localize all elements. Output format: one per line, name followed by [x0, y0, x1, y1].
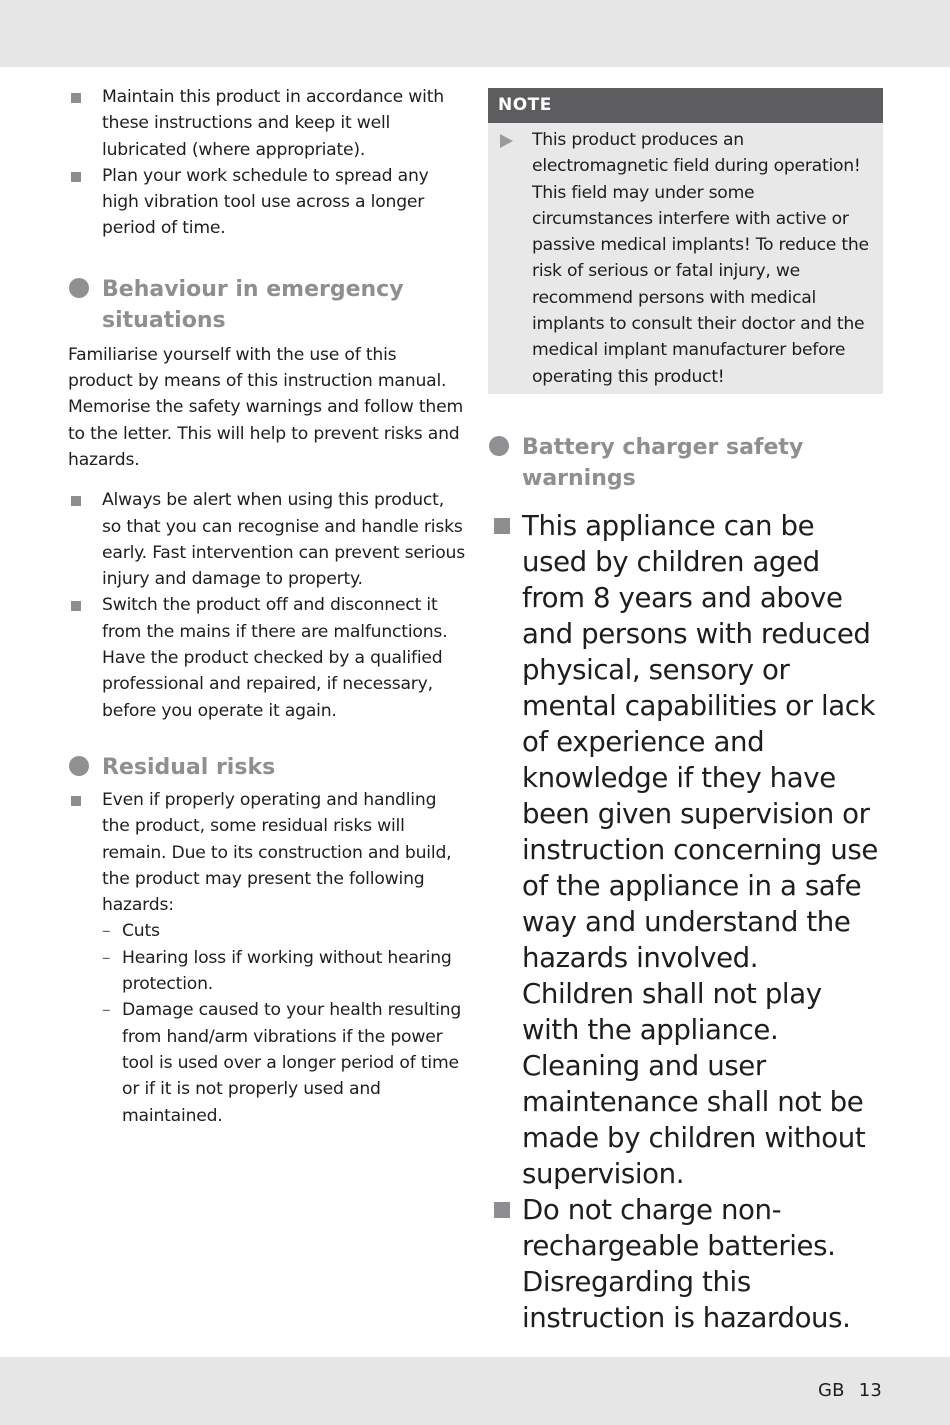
residual-bullet-list [68, 787, 466, 1129]
list-item: Maintain this product in accordance with these instructions and keep it well lubricated (where appropriate). [68, 84, 466, 163]
charger-bullet-list [488, 508, 883, 1336]
circle-bullet-icon [489, 436, 509, 456]
square-bullet-icon [494, 1202, 510, 1218]
square-bullet-icon [494, 518, 510, 534]
note-body [488, 123, 883, 390]
triangle-bullet-icon [500, 134, 513, 148]
square-bullet-icon [71, 496, 81, 506]
intro-bullet-list [68, 84, 466, 242]
list-item: Always be alert when using this product, so that you can recognise and handle risks early. Fast intervention can prevent serious injury and damage to property. [68, 487, 466, 592]
left-column [68, 84, 466, 1129]
emergency-bullet-list [68, 487, 466, 724]
page-number: 13 [858, 1380, 882, 1401]
list-item: Switch the product off and disconnect it from the mains if there are malfunctions. Have the product checked by a qualified professional and repaired, if necessary, before you operate it again. [68, 592, 466, 723]
list-item: Even if properly operating and handling the product, some residual risks will remain. Due to its construction and build, the product may present the following hazards: – Cuts – Hearing loss if working without hearing protection. – Damage caused to your health resulting from hand/arm vibrations if the power tool is used over a longer period of time or if it is not properly used and maintained. [68, 787, 466, 1129]
section-heading-emergency: Behaviour in emergency situations [68, 274, 466, 336]
square-bullet-icon [71, 93, 81, 103]
note-title: NOTE [488, 88, 883, 123]
dash-list-item: – Cuts [102, 921, 160, 942]
list-item: This appliance can be used by children aged from 8 years and above and persons with reduced physical, sensory or mental capabilities or lack of experience and knowledge if they have been given supervision or instruction concerning use of the appliance in a safe way and understand the hazards involved. Children shall not play with the appliance. Cleaning and user maintenance shall not be made by children without supervision. [488, 508, 883, 1192]
square-bullet-icon [71, 172, 81, 182]
section-heading-charger: Battery charger safety warnings [488, 432, 883, 494]
note-text: This product produces an electromagnetic field during operation! This field may under some circumstances interfere with active or passive medical implants! To reduce the risk of serious or fatal injury, we recommend persons with medical implants to consult their doctor and the medical implant manufacturer before operating this product! [532, 130, 869, 387]
header-band [0, 0, 950, 67]
footer-band [0, 1357, 950, 1425]
circle-bullet-icon [69, 278, 89, 298]
square-bullet-icon [71, 601, 81, 611]
dash-list-item: – Hearing loss if working without hearing protection. [102, 947, 452, 995]
circle-bullet-icon [69, 756, 89, 776]
note-box [488, 88, 883, 394]
hazard-dash-list [102, 918, 466, 1128]
page-footer [818, 1380, 882, 1401]
section-heading-residual: Residual risks [68, 752, 466, 783]
list-item: Plan your work schedule to spread any high vibration tool use across a longer period of time. [68, 163, 466, 242]
square-bullet-icon [71, 796, 81, 806]
list-item: Do not charge non-rechargeable batteries. Disregarding this instruction is hazardous. [488, 1192, 883, 1336]
right-column [488, 88, 883, 1336]
dash-list-item: – Damage caused to your health resulting from hand/arm vibrations if the power tool is used over a longer period of time or if it is not properly used and maintained. [102, 1000, 462, 1126]
language-code: GB [817, 1380, 845, 1401]
emergency-paragraph: Familiarise yourself with the use of this product by means of this instruction manual. Memorise the safety warnings and follow them to the letter. This will help to prevent risks and hazards. [68, 344, 463, 470]
